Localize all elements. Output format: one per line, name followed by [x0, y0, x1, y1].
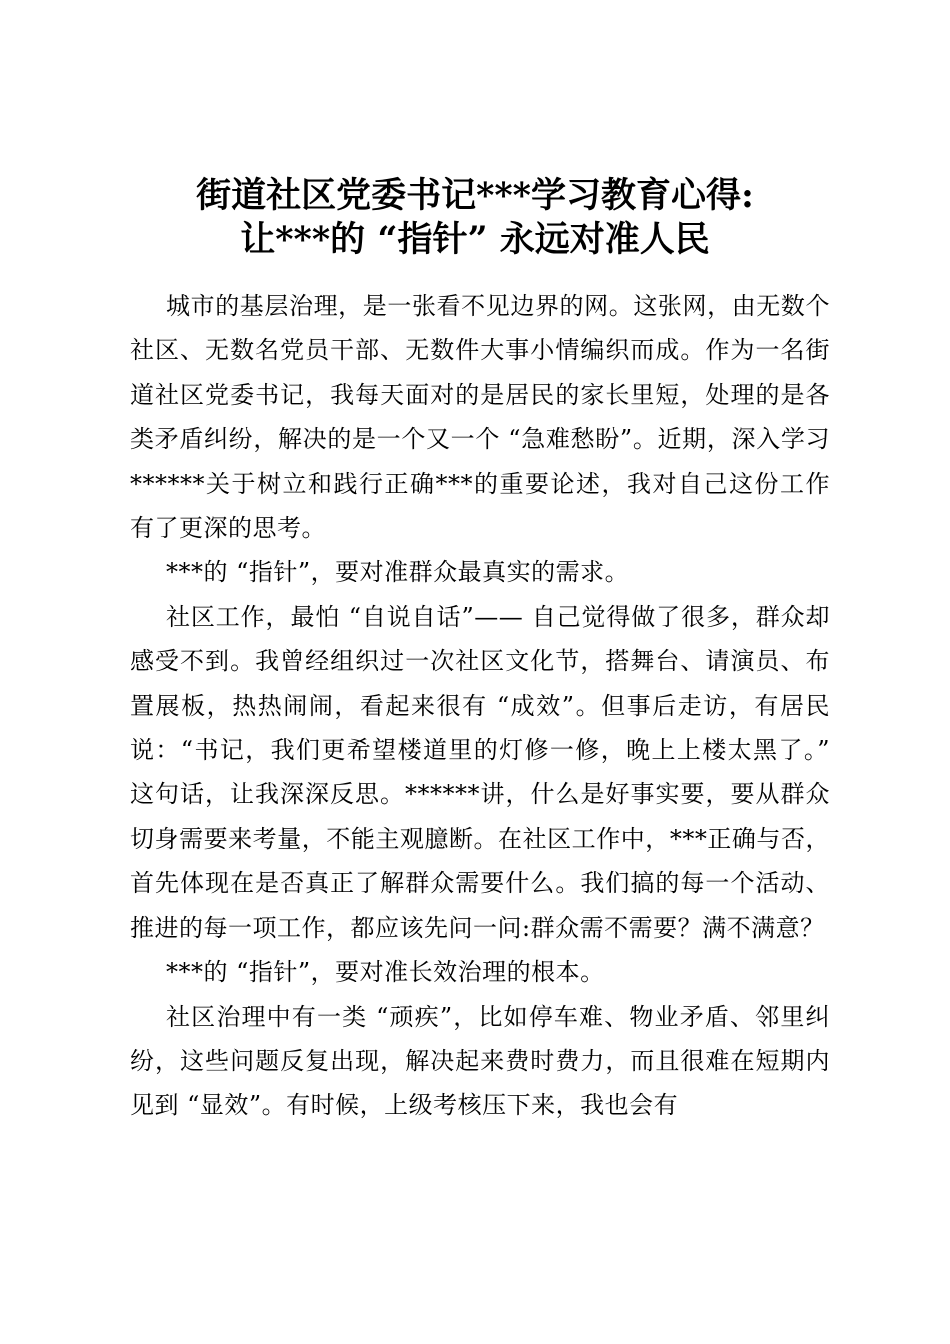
- document-title-line-1: 街道社区党委书记***学习教育心得:: [196, 175, 754, 216]
- paragraph-intro: 城市的基层治理，是一张看不见边界的网。这张网，由无数个社区、无数名党员干部、无数件大事小情编织而成。作为一名街道社区党委书记，我每天面对的是居民的家长里短，处理的是各类矛盾纠纷，解决的是一个又一个 “急难愁盼”。近期，深入学习******关于树立和践行正确***的重要论述，我对自己这份工作有了更深的思考。: [130, 292, 830, 543]
- document-title-line-2: 让***的 “指针” 永远对准人民: [240, 219, 710, 260]
- paragraph-heading-governance: ***的 “指针”，要对准长效治理的根本。: [166, 958, 605, 987]
- document-body: [130, 284, 830, 1128]
- paragraph-heading-needs: ***的 “指针”，要对准群众最真实的需求。: [166, 558, 630, 587]
- paragraph-governance: 社区治理中有一类 “顽疾”，比如停车难、物业矛盾、邻里纠纷，这些问题反复出现，解决起来费时费力，而且很难在短期内见到 “显效”。有时候，上级考核压下来，我也会有: [130, 1002, 830, 1120]
- paragraph-community-work: 社区工作，最怕 “自说自话”—— 自己觉得做了很多，群众却感受不到。我曾经组织过一次社区文化节，搭舞台、请演员、布置展板，热热闹闹，看起来很有 “成效”。但事后走访，有居民说：“书记，我们更希望楼道里的灯修一修，晚上上楼太黑了。” 这句话，让我深深反思。******讲，什么是好事实要，要从群众切身需要来考量，不能主观臆断。在社区工作中，***正确与否，首先体现在是否真正了解群众需要什么。我们搞的每一个活动、推进的每一项工作，都应该先问一问:群众需不需要？满不满意？: [130, 602, 830, 942]
